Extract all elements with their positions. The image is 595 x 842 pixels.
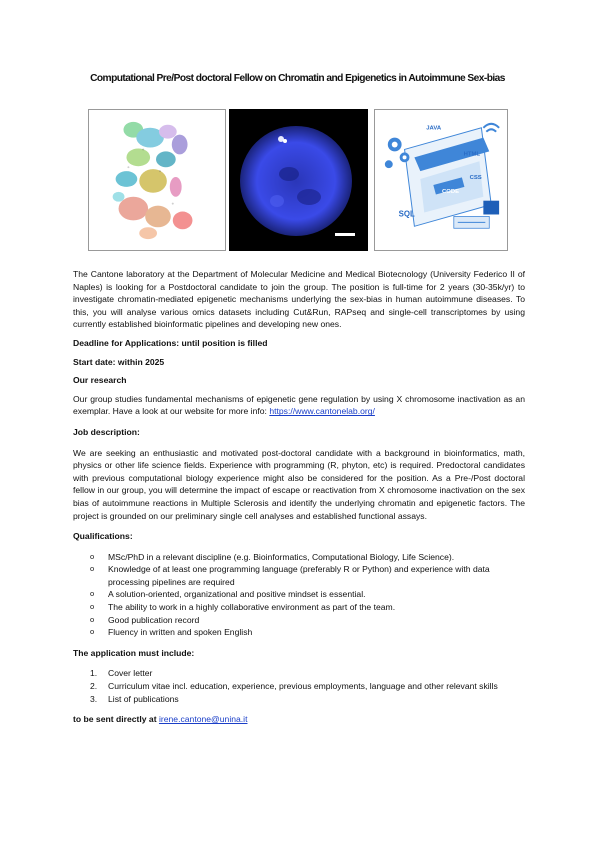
start-date-text: Start date: within 2025 <box>73 356 165 367</box>
application-heading: The application must include: <box>73 647 195 658</box>
list-item-text: Curriculum vitae incl. education, experience, previous employments, language and other relevant skills <box>108 681 498 692</box>
list-item: o MSc/PhD in a relevant discipline (e.g. Bioinformatics, Computational Biology, Life Science). <box>73 551 525 564</box>
list-item: o A solution-oriented, organizational and positive mindset is essential. <box>73 588 525 601</box>
job-heading: Job description: <box>73 426 140 437</box>
list-item-text: Cover letter <box>108 668 153 679</box>
intro-paragraph: The Cantone laboratory at the Department of Molecular Medicine and Medical Biotecnology (University Federico II of Naples) is looking for a Postdoctoral candidate to join the group. The position is full-time for 2 years (30-35k/yr) to investigate chromatin-mediated epigenetic mechanisms underlying the sex-bias in human autoimmune diseases. To this, you will analyse various omics datasets including Cut&Run, RAPseq and single-cell transcriptomes by using currently established bioinformatic pipelines and developing new ones. <box>73 269 525 330</box>
qualifications-heading: Qualifications: <box>73 531 133 542</box>
list-number: 1. <box>90 668 98 679</box>
figure-strip <box>88 109 508 251</box>
research-text: Our group studies fundamental mechanisms of epigenetic gene regulation by using X chromosome inactivation as an exemplar. Have a look at our website for more info: <box>73 393 525 417</box>
nucleus-microscopy-figure <box>229 109 368 251</box>
css-label: CSS <box>469 175 482 182</box>
lab-website-link[interactable]: https://www.cantonelab.org/ <box>269 406 375 417</box>
page-title: Computational Pre/Post doctoral Fellow on Chromatin and Epigenetics in Autoimmune Sex-bias <box>90 73 505 84</box>
list-item-text: List of publications <box>108 693 179 704</box>
list-item <box>73 693 525 706</box>
coding-illustration <box>375 110 507 250</box>
contact-email-link[interactable]: irene.cantone@unina.it <box>158 714 248 725</box>
umap-scatter-image <box>89 110 225 250</box>
list-item <box>73 680 525 693</box>
html-label: HTML <box>463 151 481 158</box>
job-paragraph: We are seeking an enthusiastic and motivated post-doctoral candidate with a background in bioinformatics, math, physics or other life science fields. Experience with programming (R, phyton, etc) is required. Predoctoral candidates with previous computational biology experience might also be considered for the position. As a Pre-/Post doctoral fellow in our group, you will determine the impact of escape or reactivation from X chromosome inactivation on the sex bias of autoimmune reactions in Multiple Sclerosis and identify the underlying chromatin and epigenetic factors. The project is grounded on our preliminary single cell analyses and established functional assays. <box>73 447 525 521</box>
deadline-text: Deadline for Applications: until position is filled <box>73 337 268 348</box>
send-label: to be sent directly at <box>73 714 159 725</box>
code-label: CODE <box>441 188 460 195</box>
list-item: o Good publication record <box>73 614 525 627</box>
document-body <box>73 268 525 726</box>
coding-illustration-figure <box>374 109 508 251</box>
application-list <box>73 667 525 705</box>
umap-figure <box>88 109 226 251</box>
research-heading: Our research <box>73 375 127 386</box>
list-item: o Knowledge of at least one programming language (preferably R or Python) and experience with data processing pipelines are required <box>73 563 525 588</box>
sql-label: SQL <box>398 209 415 219</box>
list-number: 2. <box>90 681 98 692</box>
list-item: o The ability to work in a highly collaborative environment as part of the team. <box>73 601 525 614</box>
list-item <box>73 667 525 680</box>
java-label: JAVA <box>426 125 442 132</box>
nucleus-image <box>229 109 368 251</box>
qualifications-list <box>73 551 525 639</box>
list-number: 3. <box>90 693 98 704</box>
research-paragraph <box>73 393 525 418</box>
send-line <box>73 713 525 726</box>
list-item: o Fluency in written and spoken English <box>73 626 525 639</box>
